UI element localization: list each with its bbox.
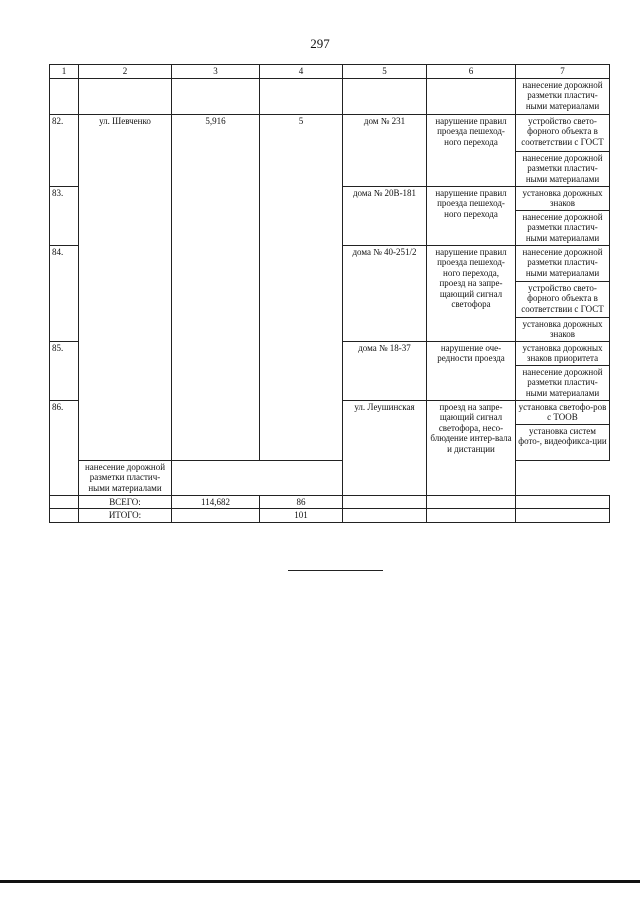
table-row [50, 114, 610, 151]
row-number: 85. [50, 341, 79, 400]
row-number: 84. [50, 245, 79, 341]
violation-cell: нарушение правил проезда пешеход-ного перехода [427, 186, 516, 245]
violation-cell: нарушение правил проезда пешеход-ного перехода [427, 114, 516, 186]
page-number: 297 [310, 36, 330, 51]
vsego-label: ВСЕГО: [79, 495, 172, 509]
measure-cell: установка светофо-ров с ТООВ [516, 400, 610, 424]
measure-cell: устройство свето-форного объекта в соответствии с ГОСТ [516, 281, 610, 317]
col-header-4: 4 [260, 65, 343, 79]
grand-total-row [50, 509, 610, 523]
violation-cell: проезд на запре-щающий сигнал светофора, несо-блюдение интер-вала и дистанции [427, 400, 516, 495]
street-name: ул. Шевченко [79, 114, 172, 460]
table-row [50, 78, 610, 114]
itogo-count: 101 [260, 509, 343, 523]
violation-cell: нарушение правил проезда пешеход-ного перехода, проезд на запре-щающий сигнал светофора [427, 245, 516, 341]
table-row [50, 460, 610, 495]
data-table [49, 64, 610, 523]
measure-cell: нанесение дорожной разметки пластич-ными материалами [516, 365, 610, 400]
col-header-7: 7 [516, 65, 610, 79]
measure-cell: установка дорожных знаков [516, 317, 610, 341]
measure-cell: установка систем фото-, видеофикса-ции [516, 424, 610, 460]
col-header-6: 6 [427, 65, 516, 79]
col-header-1: 1 [50, 65, 79, 79]
measure-cell: установка дорожных знаков приоритета [516, 341, 610, 365]
divider-line [288, 570, 383, 571]
count-value: 5 [260, 114, 343, 460]
measure-cell: нанесение дорожной разметки пластич-ными материалами [516, 245, 610, 281]
row-number: 86. [50, 400, 79, 495]
total-row [50, 495, 610, 509]
address-cell: дом № 231 [343, 114, 427, 186]
header-row [50, 65, 610, 79]
itogo-label: ИТОГО: [79, 509, 172, 523]
measure-cell: нанесение дорожной разметки пластич-ными материалами [516, 210, 610, 245]
measure-cell: устройство свето-форного объекта в соответствии с ГОСТ [516, 114, 610, 151]
address-cell: дома № 18-37 [343, 341, 427, 400]
measure-cell: установка дорожных знаков [516, 186, 610, 210]
address-cell: дома № 20В-181 [343, 186, 427, 245]
vsego-length: 114,682 [172, 495, 260, 509]
col-header-2: 2 [79, 65, 172, 79]
vsego-count: 86 [260, 495, 343, 509]
measure-cell: нанесение дорожной разметки пластич-ными материалами [516, 78, 610, 114]
row-number: 82. [50, 114, 79, 186]
address-cell: дома № 40-251/2 [343, 245, 427, 341]
measure-cell: нанесение дорожной разметки пластич-ными материалами [516, 151, 610, 186]
footer-rule [0, 880, 640, 883]
col-header-3: 3 [172, 65, 260, 79]
address-cell: ул. Леушинская [343, 400, 427, 495]
col-header-5: 5 [343, 65, 427, 79]
length-value: 5,916 [172, 114, 260, 460]
measure-cell: нанесение дорожной разметки пластич-ными материалами [79, 460, 172, 495]
violation-cell: нарушение оче-редности проезда [427, 341, 516, 400]
row-number: 83. [50, 186, 79, 245]
